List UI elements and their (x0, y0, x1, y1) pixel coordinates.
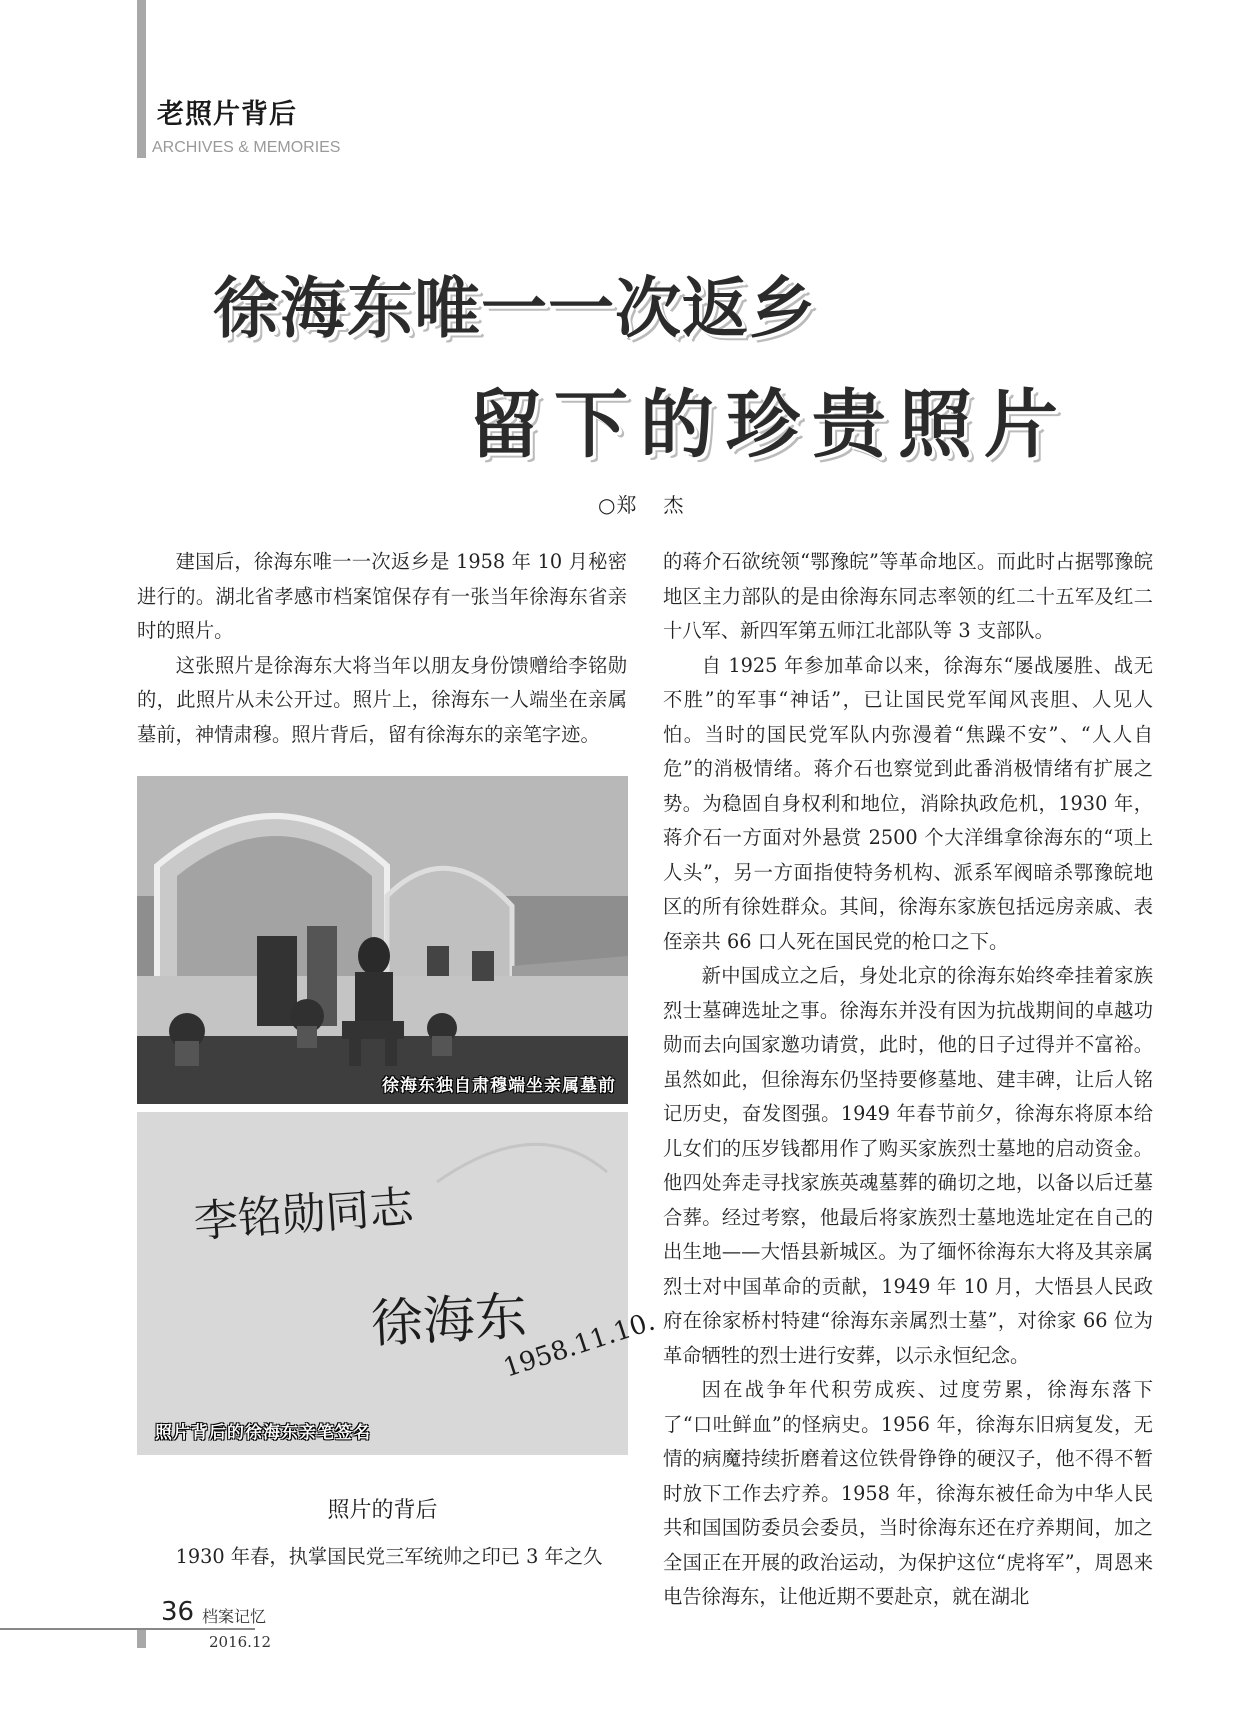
paragraph: 新中国成立之后，身处北京的徐海东始终牵挂着家族烈士墓碑选址之事。徐海东并没有因为抗战期间的卓越功勋而去向国家邀功请赏，此时，他的日子过得并不富裕。虽然如此，但徐海东仍坚持要修墓地、建丰碑，让后人铭记历史，奋发图强。1949 年春节前夕，徐海东将原本给儿女们的压岁钱都用作了购买家族烈士墓地的启动资金。他四处奔走寻找家族英魂墓葬的确切之地，以备以后迁墓合葬。经过考察，他最后将家族烈士墓地选址定在自己的出生地——大悟县新城区。为了缅怀徐海东大将及其亲属烈士对中国革命的贡献，1949 年 10 月，大悟县人民政府在徐家桥村特建“徐海东亲属烈士墓”，对徐家 66 位为革命牺牲的烈士进行安葬，以示永恒纪念。 (663, 964, 1153, 1367)
paragraph: 这张照片是徐海东大将当年以朋友身份馈赠给李铭勋的，此照片从未公开过。照片上，徐海东一人端坐在亲属墓前，神情肃穆。照片背后，留有徐海东的亲笔字迹。 (137, 653, 627, 746)
article-title-line2: 留下的珍贵照片 (468, 382, 1070, 468)
photo-caption: 照片背后的徐海东亲笔签名 (155, 1423, 371, 1443)
paragraph: 因在战争年代积劳成疾、过度劳累，徐海东落下了“口吐鲜血”的怪病史。1956 年，徐海东旧病复发，无情的病魔持续折磨着这位铁骨铮铮的硬汉子，他不得不暂时放下工作去疗养。1958 年，徐海东被任命为中华人民共和国国防委员会委员，当时徐海东还在疗养期间，加之全国正在开展的政治运动，为保护这位“虎将军”，周恩来电告徐海东，让他近期不要赴京，就在湖北 (663, 1378, 1153, 1608)
page-number: 36 (161, 1597, 195, 1627)
paragraph: 自 1925 年参加革命以来，徐海东“屡战屡胜、战无不胜”的军事“神话”，已让国民党军闻风丧胆、人见人怕。当时的国民党军队内弥漫着“焦躁不安”、“人人自危”的消极情绪。蒋介石也察觉到此番消极情绪有扩展之势。为稳固自身权利和地位，消除执政危机，1930 年，蒋介石一方面对外悬赏 2500 个大洋缉拿徐海东的“项上人头”，另一方面指使特务机构、派系军阀暗杀鄂豫皖地区的所有徐姓群众。其间，徐海东家族包括远房亲戚、表侄亲共 66 口人死在国民党的枪口之下。 (663, 653, 1153, 953)
section-subtitle: ARCHIVES & MEMORIES (152, 139, 341, 156)
paragraph: 的蒋介石欲统领“鄂豫皖”等革命地区。而此时占据鄂豫皖地区主力部队的是由徐海东同志率领的红二十五军及红二十八军、新四军第五师江北部队等 3 支部队。 (663, 550, 1153, 642)
subheading: 照片的背后 (327, 1498, 438, 1523)
author-byline (598, 489, 684, 518)
footer-divider (0, 1628, 255, 1630)
footer-decor-bar (137, 1630, 146, 1648)
article-title-line1: 徐海东唯一一次返乡 (213, 270, 816, 347)
header-decor-bar (137, 0, 146, 158)
section-title: 老照片背后 (157, 99, 297, 130)
tomb-photo (137, 776, 628, 1104)
author-mark: ○郑 (598, 493, 638, 517)
issue-date: 2016.12 (209, 1633, 272, 1651)
handwritten-recipient: 李铭勋同志 (192, 1181, 416, 1248)
signature-photo (137, 1112, 659, 1455)
photo-caption: 徐海东独自肃穆端坐亲属墓前 (382, 1076, 616, 1096)
right-column (663, 545, 1153, 1615)
paragraph: 1930 年春，执掌国民党三军统帅之印已 3 年之久 (175, 1545, 603, 1568)
paragraph: 建国后，徐海东唯一一次返乡是 1958 年 10 月秘密进行的。湖北省孝感市档案馆保存有一张当年徐海东省亲时的照片。 (137, 550, 627, 642)
magazine-name: 档案记忆 (202, 1607, 267, 1626)
handwritten-signature: 徐海东 (369, 1286, 529, 1355)
author-rest: 杰 (663, 493, 685, 517)
left-column (137, 545, 627, 752)
handwritten-date: 1958.11.10. (499, 1306, 659, 1384)
